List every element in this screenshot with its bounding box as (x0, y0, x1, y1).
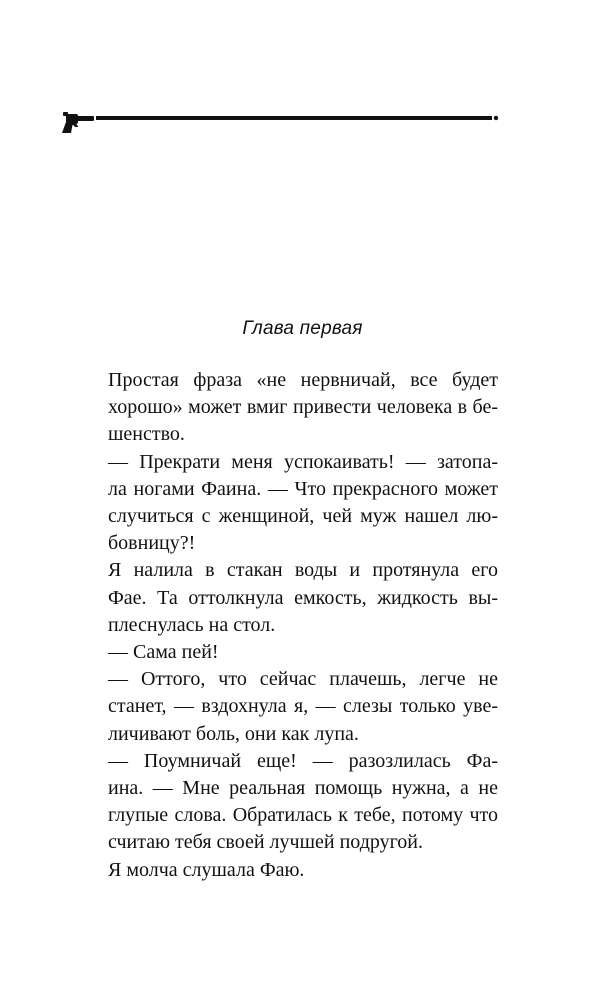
header-ornament (60, 108, 500, 134)
text-line: ла ногами Фаина. — Что прекрасного может (108, 477, 498, 500)
text-line: плеснулась на стол. (108, 613, 276, 636)
ornament-rule (96, 116, 492, 120)
text-line: — Оттого, что сейчас плачешь, легче не (108, 668, 498, 691)
paragraph (78, 857, 498, 884)
text-line: бовницу?! (108, 532, 196, 555)
text-line: личивают боль, они как лупа. (108, 722, 359, 745)
text-line: случиться с женщиной, чей муж нашел лю- (108, 505, 498, 528)
text-line: хорошо» может вмиг привести человека в бе- (108, 396, 498, 419)
text-line: Простая фраза «не нервничай, все будет (108, 369, 498, 391)
paragraph (78, 666, 498, 748)
paragraph (78, 367, 498, 449)
text-line: Я налила в стакан воды и протянула его (108, 559, 498, 582)
paragraph (78, 748, 498, 857)
chapter-body (78, 367, 498, 884)
paragraph (78, 449, 498, 558)
ornament-end-dot (494, 116, 498, 120)
text-line: — Сама пей! (108, 641, 219, 664)
paragraph (78, 639, 498, 666)
text-line: станет, — вздохнула я, — слезы только уве- (108, 695, 498, 718)
revolver-icon (62, 112, 94, 133)
text-line: — Прекрати меня успокаивать! — затопа- (108, 450, 498, 473)
text-line: ина. — Мне реальная помощь нужна, а не (108, 777, 498, 800)
text-line: — Поумничай еще! — разозлилась Фа- (108, 749, 498, 772)
text-line: считаю тебя своей лучшей подругой. (108, 831, 424, 854)
text-line: Я молча слушала Фаю. (108, 858, 305, 881)
paragraph (78, 557, 498, 639)
text-line: шенство. (108, 423, 185, 446)
text-line: глупые слова. Обратилась к тебе, потому что (108, 804, 498, 827)
text-line: Фае. Та оттолкнула емкость, жидкость вы- (108, 586, 498, 609)
chapter-title: Глава первая (242, 318, 363, 339)
ornament-svg (60, 108, 500, 134)
